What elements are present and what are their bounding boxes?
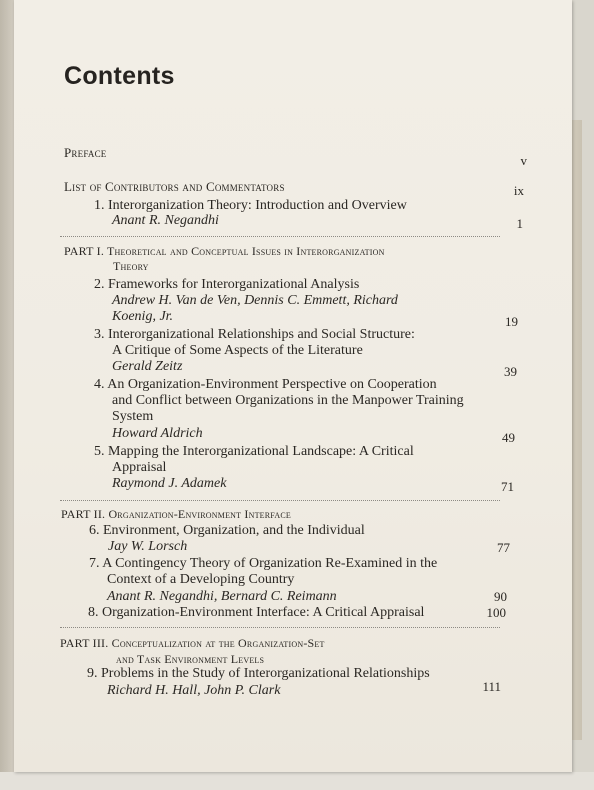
table-surface <box>0 772 594 790</box>
chapter-number: 8. <box>88 605 99 620</box>
toc-part-1-heading-cont: Theory <box>113 259 149 273</box>
chapter-number: 9. <box>87 666 98 681</box>
chapter-title: A Contingency Theory of Organization Re-Examined in the <box>102 556 438 571</box>
chapter-title: Problems in the Study of Interorganizational Relationships <box>101 666 430 681</box>
toc-author-7: Anant R. Negandhi, Bernard C. Reimann <box>107 589 337 604</box>
toc-part-1-heading <box>64 243 385 259</box>
toc-author-9: Richard H. Hall, John P. Clark <box>107 683 281 698</box>
part-number: PART I. <box>64 244 108 258</box>
toc-author-2: Andrew H. Van de Ven, Dennis C. Emmett, Richard <box>112 293 398 308</box>
toc-page-3: 39 <box>504 364 517 379</box>
toc-page-5: 71 <box>501 479 514 494</box>
part-title: Conceptualization at the Organization-Set <box>111 636 325 650</box>
toc-author-5: Raymond J. Adamek <box>112 476 227 491</box>
toc-page-2: 19 <box>505 314 518 329</box>
toc-chapter-5 <box>94 444 414 460</box>
toc-page-preface: v <box>520 153 527 168</box>
part-title: Organization-Environment Interface <box>108 507 291 521</box>
toc-page-7: 90 <box>494 589 507 604</box>
chapter-number: 7. <box>89 556 100 571</box>
chapter-title: Environment, Organization, and the Individual <box>103 523 365 538</box>
toc-part-3-heading <box>60 635 325 651</box>
chapter-title: Frameworks for Interorganizational Analysis <box>108 277 360 292</box>
toc-chapter-8 <box>88 605 424 621</box>
chapter-number: 1. <box>94 198 105 213</box>
toc-chapter-4-cont: and Conflict between Organizations in the Manpower Training <box>112 393 464 408</box>
toc-part-2-heading <box>61 506 291 522</box>
section-divider <box>60 236 500 237</box>
part-number: PART III. <box>60 636 112 650</box>
toc-author-4: Howard Aldrich <box>112 426 203 441</box>
toc-chapter-3-cont: A Critique of Some Aspects of the Literature <box>112 343 363 358</box>
toc-chapter-7-cont: Context of a Developing Country <box>107 572 295 587</box>
toc-chapter-1 <box>94 198 407 214</box>
part-title: Theoretical and Conceptual Issues in Interorganization <box>107 244 385 258</box>
toc-page-8: 100 <box>486 605 506 620</box>
chapter-title: An Organization-Environment Perspective on Cooperation <box>107 377 437 392</box>
toc-chapter-7 <box>89 556 437 572</box>
chapter-number: 2. <box>94 277 105 292</box>
toc-chapter-3 <box>94 327 415 343</box>
chapter-title: Mapping the Interorganizational Landscape: A Critical <box>108 444 414 459</box>
toc-author-6: Jay W. Lorsch <box>108 539 188 554</box>
part-number: PART II. <box>61 507 109 521</box>
toc-page-1: 1 <box>516 216 523 231</box>
toc-author-2-cont: Koenig, Jr. <box>112 309 174 324</box>
toc-chapter-9 <box>87 666 430 682</box>
toc-chapter-2 <box>94 277 359 293</box>
chapter-number: 4. <box>94 377 105 392</box>
chapter-number: 6. <box>89 523 100 538</box>
chapter-number: 5. <box>94 444 105 459</box>
toc-part-3-heading-cont: and Task Environment Levels <box>116 652 265 666</box>
chapter-number: 3. <box>94 327 105 342</box>
toc-chapter-5-cont: Appraisal <box>112 460 167 475</box>
chapter-title: Organization-Environment Interface: A Critical Appraisal <box>102 605 425 620</box>
chapter-title: Interorganization Theory: Introduction and Overview <box>108 198 407 213</box>
section-divider <box>60 500 500 501</box>
page-title: Contents <box>64 62 175 90</box>
toc-page-9: 111 <box>482 679 501 694</box>
toc-entry-contributors: List of Contributors and Commentators <box>64 179 285 194</box>
toc-page-6: 77 <box>497 540 510 555</box>
toc-chapter-4-cont2: System <box>112 409 154 424</box>
toc-entry-preface: Preface <box>64 145 107 160</box>
section-divider <box>60 627 500 628</box>
chapter-title: Interorganizational Relationships and Social Structure: <box>108 327 415 342</box>
toc-chapter-6 <box>89 523 365 539</box>
toc-author-3: Gerald Zeitz <box>112 359 183 374</box>
toc-author-1: Anant R. Negandhi <box>112 213 219 228</box>
toc-chapter-4 <box>94 377 437 393</box>
toc-page-4: 49 <box>502 430 515 445</box>
toc-page-contributors: ix <box>513 183 524 198</box>
